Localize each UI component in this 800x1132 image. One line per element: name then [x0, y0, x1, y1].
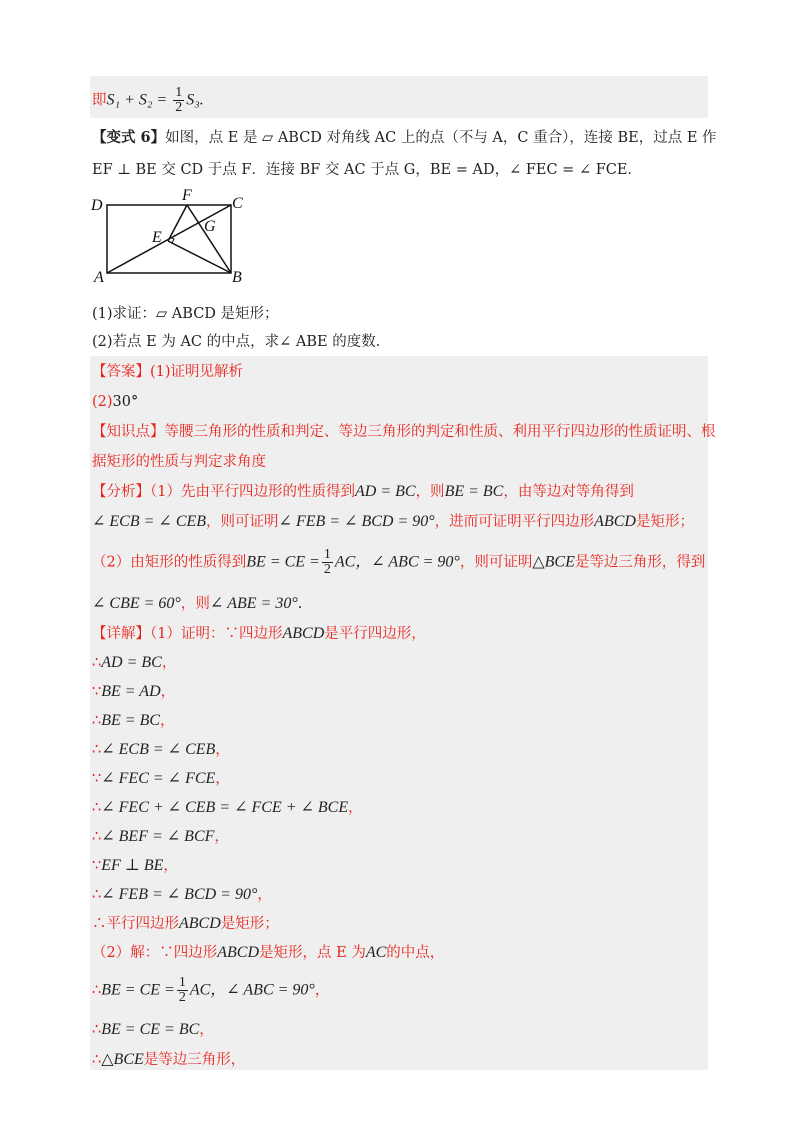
answer-line-1: 【答案】(1)证明见解析 [92, 364, 244, 380]
detail-part2-line-2: ∴BE = CE = BC， [92, 1021, 214, 1038]
question-1: (1)求证：▱ ABCD 是矩形； [92, 306, 279, 322]
detail-step: ∴∠ BEF = ∠ BCF， [92, 828, 229, 845]
analysis-line-2: ∠ ECB = ∠ CEB，则可证明∠ FEB = ∠ BCD = 90°，进而可证明平行四边形ABCD是矩形； [92, 513, 694, 530]
fraction: $\frac{1}{2}$ [175, 85, 183, 115]
detail-step: ∵∠ FEC = ∠ FCE， [92, 770, 230, 787]
detail-conclusion-1: ∴平行四边形ABCD是矩形； [92, 915, 279, 932]
detail-step: ∵EF ⊥ BE， [92, 857, 178, 874]
detail-step: ∴∠ FEC + ∠ CEB = ∠ FCE + ∠ BCE， [92, 799, 363, 816]
answer-line-2: (2)30° [92, 394, 139, 410]
variant-label: 【变式 6】 [92, 129, 166, 146]
detail-step: ∴∠ FEB = ∠ BCD = 90°， [92, 886, 272, 903]
detail-label: 【详解】 [92, 626, 150, 642]
label-B: B [232, 269, 242, 286]
detail-step: ∴AD = BC， [92, 654, 177, 671]
detail-step: ∵BE = AD， [92, 683, 176, 700]
label-E: E [152, 229, 162, 246]
analysis-line-1: 【分析】（1）先由平行四边形的性质得到AD = BC，则BE = BC，由等边对等角得到 [92, 483, 634, 500]
analysis-line-4: ∠ CBE = 60°，则∠ ABE = 30°. [92, 595, 303, 612]
label-D: D [91, 197, 103, 214]
label-A: A [94, 269, 104, 286]
question-2: (2)若点 E 为 AC 的中点，求∠ ABE 的度数． [92, 334, 391, 350]
top-line: 即S₁ + S₂ = $\frac{1}{2}$ S₃. [92, 85, 204, 115]
variant-line-1: 【变式 6】如图，点 E 是 ▱ ABCD 对角线 AC 上的点（不与 A，C 重合），连接 BE，过点 E 作 [92, 129, 717, 146]
label-G: G [204, 218, 216, 235]
answer-label: 【答案】 [92, 364, 150, 380]
analysis-label: 【分析】 [92, 484, 150, 500]
label-F: F [182, 187, 192, 204]
fraction: $\frac{1}{2}$ [323, 547, 331, 577]
detail-intro: 【详解】（1）证明：∵四边形ABCD是平行四边形， [92, 625, 426, 642]
geometry-figure [88, 186, 258, 286]
analysis-line-3: （2）由矩形的性质得到BE = CE = $\frac{1}{2}$ AC，∠ ABC = 90°，则可证明△BCE是等边三角形，得到 [92, 547, 706, 577]
detail-step: ∴∠ ECB = ∠ CEB， [92, 741, 230, 758]
variant-line-2: EF ⊥ BE 交 CD 于点 F．连接 BF 交 AC 于点 G，BE = AD，∠ FEC = ∠ FCE． [92, 162, 642, 178]
detail-part2-line-3: ∴△BCE是等边三角形， [92, 1051, 246, 1068]
knowledge-label: 【知识点】 [92, 424, 165, 440]
detail-part2-line-1: ∴BE = CE = $\frac{1}{2}$ AC，∠ ABC = 90°， [92, 975, 330, 1005]
label-C: C [232, 195, 243, 212]
knowledge-line-1: 【知识点】等腰三角形的性质和判定、等边三角形的判定和性质、利用平行四边形的性质证明、根 [92, 424, 716, 440]
fraction: $\frac{1}{2}$ [178, 975, 186, 1005]
detail-part2-intro: （2）解：∵四边形ABCD是矩形，点 E 为AC的中点， [92, 944, 445, 961]
detail-step: ∴BE = BC， [92, 712, 175, 729]
knowledge-line-2: 据矩形的性质与判定求角度 [92, 454, 266, 470]
